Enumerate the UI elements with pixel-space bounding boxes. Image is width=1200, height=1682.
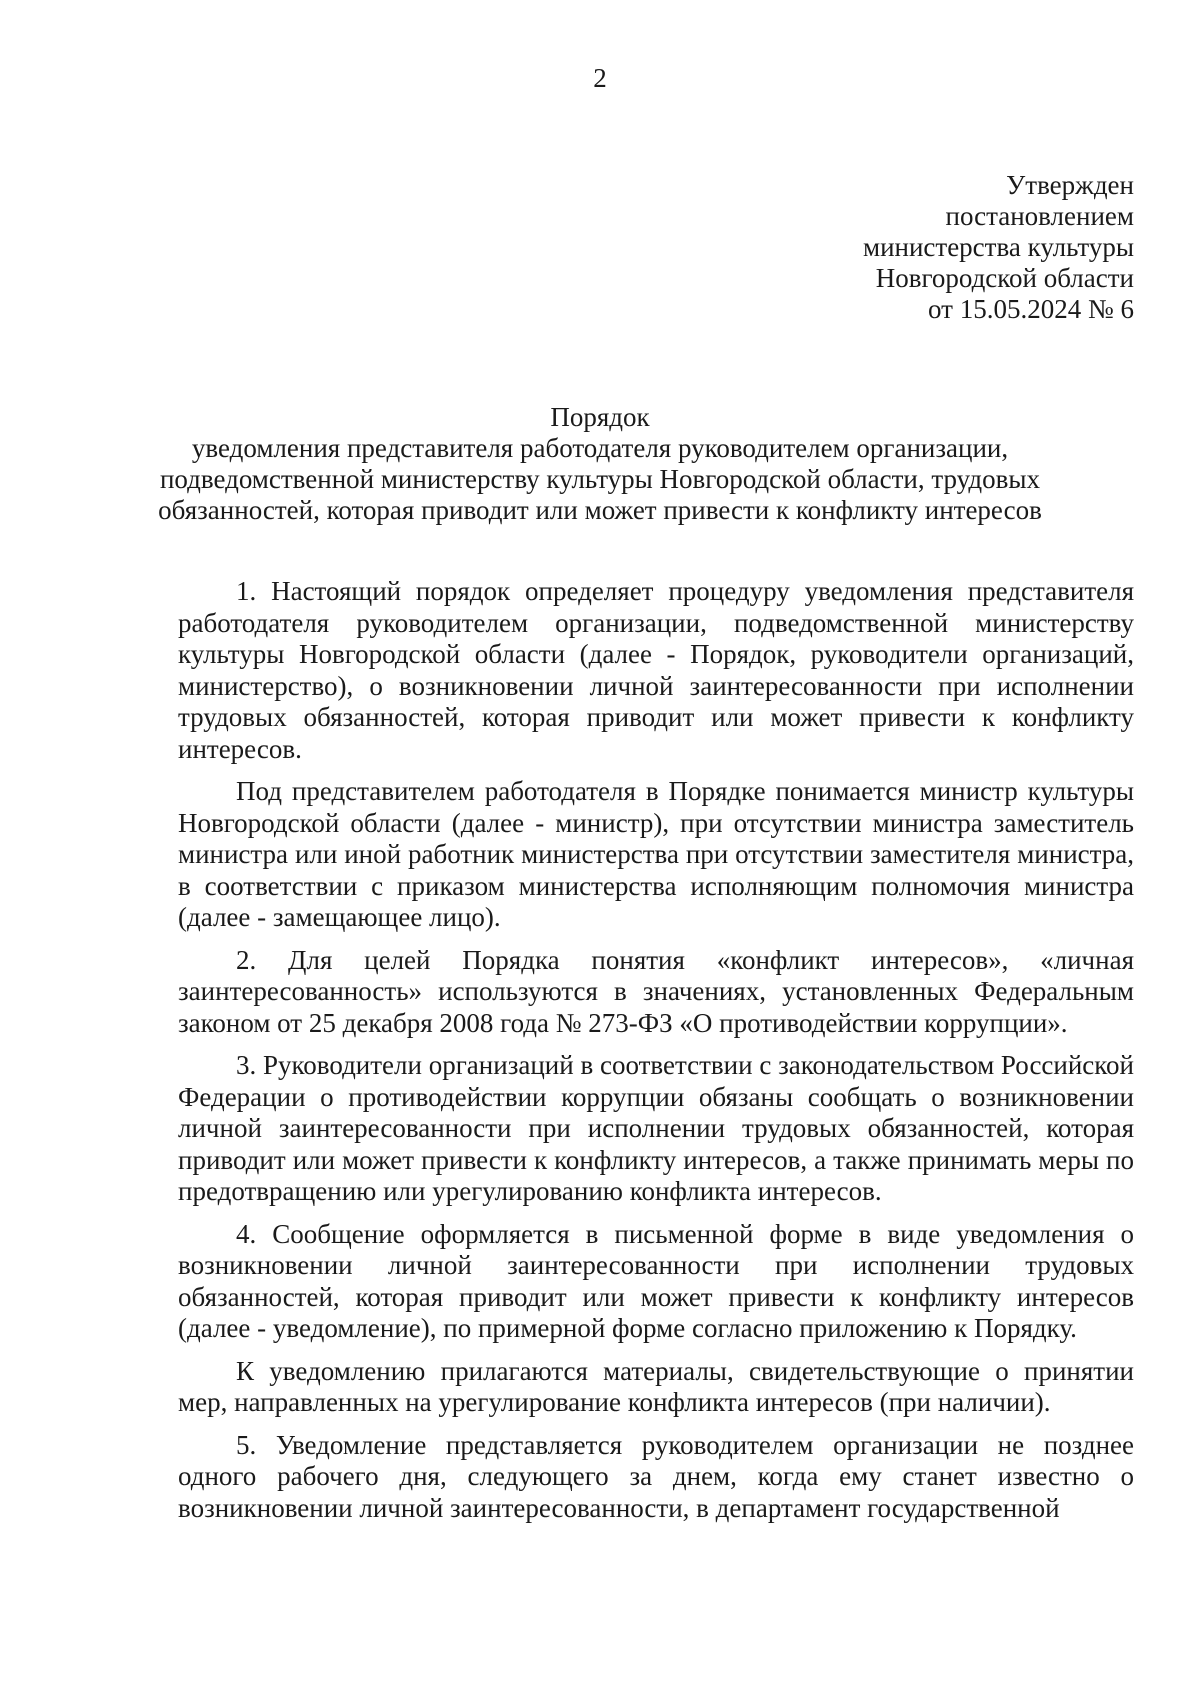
paragraph-2: 2. Для целей Порядка понятия «конфликт интересов», «личная заинтересованность» используются в значениях, установленных Федеральным законом от 25 декабря 2008 года № 273-ФЗ «О противодействии коррупции». — [178, 944, 1134, 1038]
document-body — [178, 576, 1134, 1535]
approval-line: министерства культуры — [862, 232, 1134, 262]
page-number: 2 — [593, 63, 607, 93]
paragraph-5: 5. Уведомление представляется руководителем организации не позднее одного рабочего дня, следующего за днем, когда ему станет известно о возникновении личной заинтересованности, в департамент государственной — [178, 1429, 1134, 1523]
paragraph-employer-representative: Под представителем работодателя в Порядке понимается министр культуры Новгородской области (далее - министр), при отсутствии министра заместитель министра или иной работник министерства при отсутствии заместителя министра, в соответствии с приказом министерства исполняющим полномочия министра (далее - замещающее лицо). — [178, 776, 1134, 932]
paragraph-1: 1. Настоящий порядок определяет процедуру уведомления представителя работодателя руководителем организации, подведомственной министерству культуры Новгородской области (далее - Порядок, руководители организаций, министерство), о возникновении личной заинтересованности при исполнении трудовых обязанностей, которая приводит или может привести к конфликту интересов. — [178, 576, 1134, 764]
paragraph-attachments: К уведомлению прилагаются материалы, свидетельствующие о принятии мер, направленных на урегулирование конфликта интересов (при наличии). — [178, 1355, 1134, 1417]
approval-line: Утвержден — [1006, 170, 1134, 200]
approval-stamp-block — [863, 170, 1134, 325]
approval-line: Новгородской области — [875, 263, 1134, 293]
approval-line: от 15.05.2024 № 6 — [928, 294, 1134, 324]
approval-line: постановлением — [945, 201, 1134, 231]
title-line: обязанностей, которая приводит или может привести к конфликту интересов — [158, 495, 1042, 525]
title-heading: Порядок — [550, 402, 650, 432]
paragraph-4: 4. Сообщение оформляется в письменной форме в виде уведомления о возникновении личной заинтересованности при исполнении трудовых обязанностей, которая приводит или может привести к конфликту интересов (далее - уведомление), по примерной форме согласно приложению к Порядку. — [178, 1218, 1134, 1343]
title-line: уведомления представителя работодателя руководителем организации, — [191, 433, 1009, 463]
document-title — [100, 402, 1100, 526]
title-line: подведомственной министерству культуры Новгородской области, трудовых — [159, 464, 1041, 494]
paragraph-3: 3. Руководители организаций в соответствии с законодательством Российской Федерации о противодействии коррупции обязаны сообщать о возникновении личной заинтересованности при исполнении трудовых обязанностей, которая приводит или может привести к конфликту интересов, а также принимать меры по предотвращению или урегулированию конфликта интересов. — [178, 1050, 1134, 1206]
